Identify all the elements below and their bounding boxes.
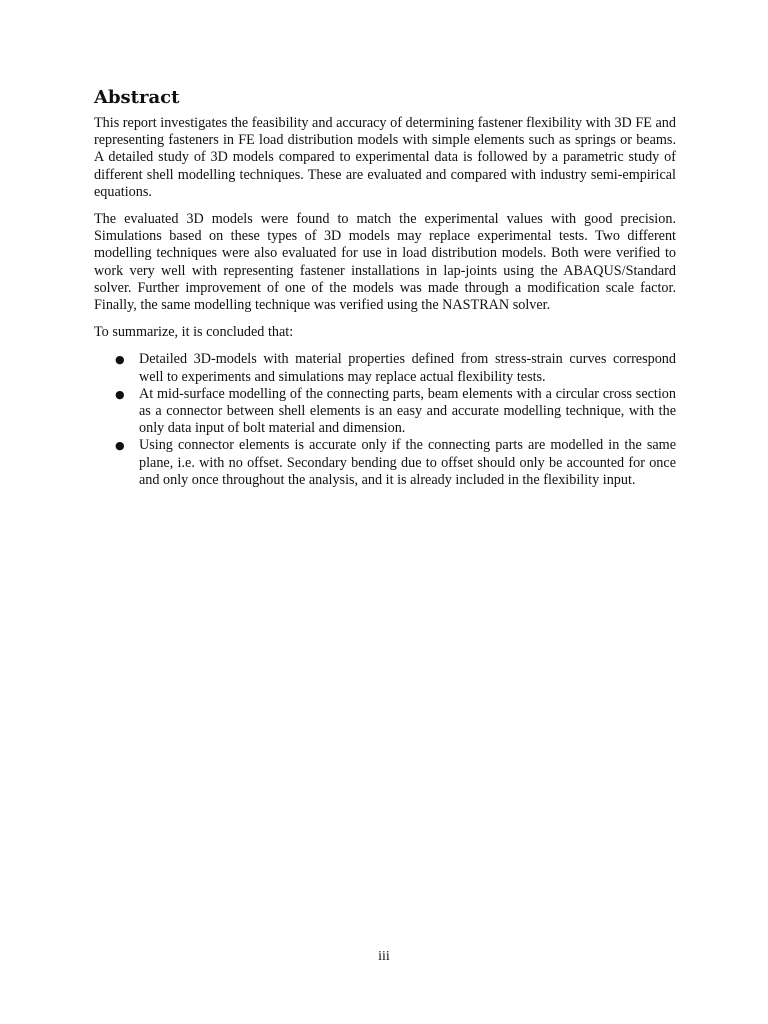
abstract-heading: Abstract xyxy=(94,87,180,108)
conclusion-text: Detailed 3D-models with material properties defined from stress-strain curves correspond well to experiments and simulations may replace actual flexibility tests. xyxy=(139,351,676,385)
conclusion-item xyxy=(94,386,676,438)
conclusion-text: At mid-surface modelling of the connecting parts, beam elements with a circular cross section as a connector between shell elements is an easy and accurate modelling technique, with the only data input of bolt material and dimension. xyxy=(139,385,676,437)
conclusion-item xyxy=(94,437,676,489)
abstract-paragraph-1: This report investigates the feasibility and accuracy of determining fastener flexibility with 3D FE and representing fasteners in FE load distribution models with simple elements such as springs or beams. A detailed study of 3D models compared to experimental data is followed by a parametric study of different shell modelling techniques. These are evaluated and compared with industry semi-empirical equations. xyxy=(94,115,676,200)
bullet-dot-icon: ● xyxy=(115,387,125,401)
conclusion-item xyxy=(94,351,676,385)
bullet-dot-icon: ● xyxy=(115,353,125,367)
bullet-dot-icon: ● xyxy=(115,439,125,453)
page-content xyxy=(94,86,676,489)
abstract-paragraph-2: The evaluated 3D models were found to match the experimental values with good precision. Simulations based on these types of 3D models may replace experimental tests. Two different modelling techniques were also evaluated for use in load distribution models. Both were verified to work very well with representing fastener installations in lap-joints using the ABAQUS/Standard solver. Further improvement of one of the models was made through a modification scale factor. Finally, the same modelling technique was verified using the NASTRAN solver. xyxy=(94,211,676,314)
page-number: iii xyxy=(378,949,390,964)
conclusion-text: Using connector elements is accurate only if the connecting parts are modelled in the same plane, i.e. with no offset. Secondary bending due to offset should only be accounted for once and only once throughout the analysis, and it is already included in the flexibility input. xyxy=(139,437,676,488)
summary-intro-paragraph: To summarize, it is concluded that: xyxy=(94,324,294,341)
conclusions-list xyxy=(94,351,676,489)
